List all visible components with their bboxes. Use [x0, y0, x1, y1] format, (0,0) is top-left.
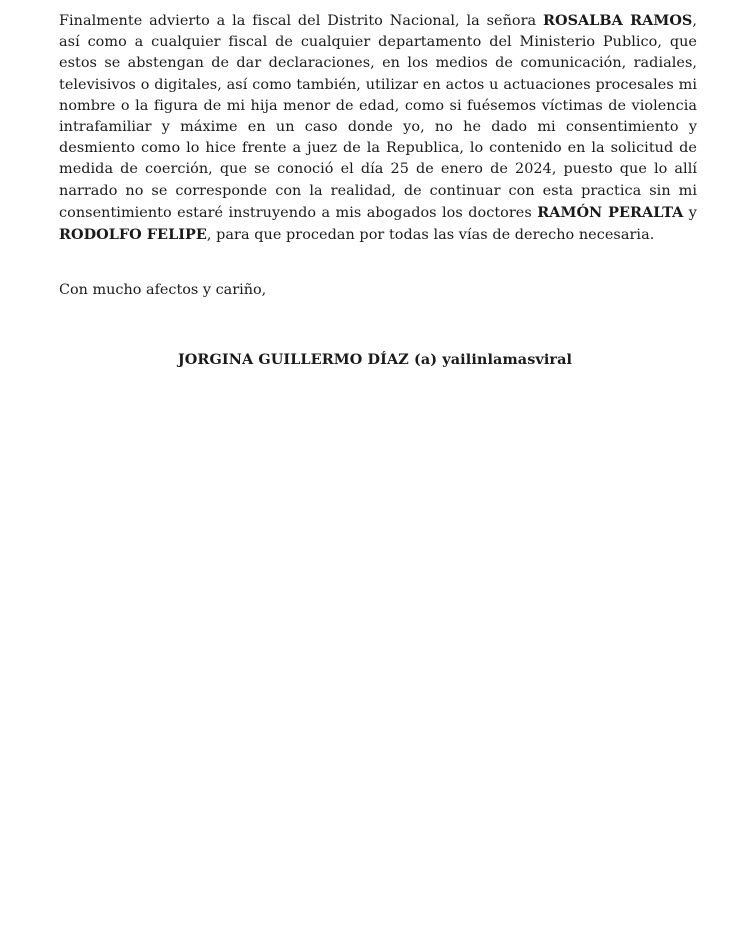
name-rodolfo-felipe: RODOLFO FELIPE	[59, 226, 207, 244]
body-paragraph	[59, 10, 697, 246]
paragraph-text: y	[683, 204, 697, 221]
name-rosalba-ramos: ROSALBA RAMOS	[543, 12, 693, 29]
paragraph-text: Finalmente advierto a la fiscal del Distrito Nacional, la señora	[59, 13, 544, 29]
paragraph-text: , así como a cualquier fiscal de cualquier departamento del Ministerio Publico, que estos se abstengan de dar declaraciones, en los medios de comunicación, radiales, televisivos o digitales, así como también, utilizar en actos u actuaciones procesales mi nombre o la figura de mi hija menor de edad, como si fuésemos víctimas de violencia intrafamiliar y máxime en un caso donde yo, no he dado mi consentimiento y desmiento como lo hice frente a juez de la Republica, lo contenido en la solicitud de medida de coerción, que se conoció el día 25 de enero de 2024, puesto que lo allí narrado no se corresponde con la realidad, de continuar con esta practica sin mi consentimiento estaré instruyendo a mis abogados los doctores	[59, 13, 697, 221]
signature-name: JORGINA GUILLERMO DÍAZ (a) yailinlamasviral	[177, 351, 573, 368]
closing-line: Con mucho afectos y cariño,	[59, 282, 267, 298]
name-ramon-peralta: RAMÓN PERALTA	[537, 203, 684, 221]
paragraph-text: , para que procedan por todas las vías de derecho necesaria.	[206, 227, 655, 244]
